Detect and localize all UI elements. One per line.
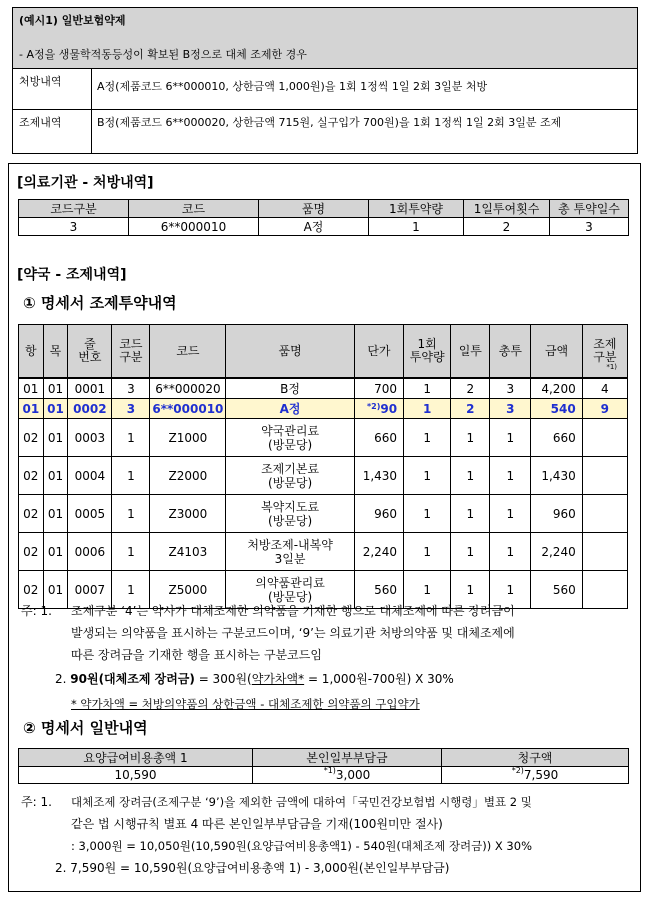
name-cell [226,457,354,495]
dispense-type-cell [582,399,627,419]
amount-cell [531,399,582,419]
dose-cell [404,495,451,533]
line-cell [19,399,44,419]
item-cell [43,457,68,495]
row-number-cell [68,533,112,571]
pharmacy-subheading-1: ① 명세서 조제투약내역 [23,294,177,312]
table-cell: 1 [369,218,464,236]
cell-value: 조제기본료 (방문당) [261,461,320,490]
table-row [19,533,628,571]
cell-value: 90 [380,401,398,416]
row-number-cell [68,457,112,495]
cell-value: 3 [127,381,135,396]
col-header: 1회투약량 [369,200,464,218]
col-header-dispense-type [582,325,627,379]
note1-line1: 조제구분 ‘4’는 약사가 대체조제한 의약품을 기재한 행으로 대체조제에 따른 장려금이 [71,604,515,618]
example-row-prescription [13,69,637,110]
cell-value: Z3000 [168,506,208,521]
table-cell: 6**000010 [129,218,259,236]
table-cell: A정 [259,218,369,236]
cell-value: 960 [374,506,398,521]
total-cell [490,495,531,533]
cell-value: 1 [423,381,431,396]
note-number: 2. [55,672,67,686]
name-cell [226,378,354,399]
cell-value: 1 [423,544,431,559]
cell-value: 01 [47,468,64,483]
cell-value: 0002 [73,401,107,416]
note1-line3: 따른 장려금을 기재한 행을 표시하는 구분코드임 [71,648,322,662]
example-row-label: 처방내역 [19,75,62,88]
table-row [19,419,628,457]
item-cell [43,533,68,571]
col-header: 1회 투약량 [404,325,451,379]
item-cell [43,419,68,457]
table-cell: 10,590 [19,767,253,784]
cell-value: 02 [23,468,39,483]
dispense-type-cell [582,378,627,399]
cell-value: 7,590 [523,768,559,782]
code-cell [150,533,226,571]
code-type-cell [112,533,150,571]
cell-value: 9 [600,401,610,416]
table-cell [253,767,442,784]
line-cell [19,457,44,495]
example-title-band [13,8,637,69]
footnote-mark: *2) [511,766,524,775]
cell-value: 1 [506,506,515,521]
cell-value: 0006 [74,544,106,559]
pharmacy-subheading-2: ② 명세서 일반내역 [23,719,148,737]
cell-value: 1 [506,544,515,559]
note2-line3: : 3,000원 = 10,050원(10,590원(요양급여비용총액1) - 540원(대체조제 장려금)) X 30% [71,839,532,853]
cell-value: 02 [23,544,39,559]
note2-prefix: 주: 1. [21,795,52,809]
cell-value: 1 [466,468,475,483]
cell-value: 1 [127,468,135,483]
main-box [8,163,641,892]
cell-value: 700 [374,381,398,396]
name-cell [226,419,354,457]
col-header: 총투 [490,325,531,379]
cell-value: Z5000 [168,582,208,597]
note1-line2: 발생되는 의약품을 표시하는 구분코드이며, ‘9’는 의료기관 처방의약품 및 대체조제에 [71,626,515,640]
cell-value: 3 [506,401,515,416]
dispense-type-cell [582,419,627,457]
table-row [19,767,629,784]
prescription-heading: [의료기관 - 처방내역] [17,175,154,191]
dose-cell [404,378,451,399]
cell-value: 01 [47,401,64,416]
code-type-cell [112,399,150,419]
line-cell [19,533,44,571]
cell-value: 4,200 [541,381,576,396]
prescription-table [18,199,629,236]
line-cell [19,495,44,533]
dispense-type-cell [582,457,627,495]
price-cell [354,495,403,533]
amount-cell [531,419,582,457]
col-header: 줄 번호 [68,325,112,379]
cell-value: 1 [466,506,475,521]
code-cell [150,457,226,495]
name-cell [226,533,354,571]
col-header: 코드 [129,200,259,218]
daily-cell [451,419,490,457]
cell-value: 복약지도료 (방문당) [261,499,320,528]
cell-value: 1 [423,582,431,597]
col-header: 금액 [531,325,582,379]
cell-value: 01 [22,401,40,416]
note-text: = 300원( [194,672,252,686]
table-row [19,457,628,495]
daily-cell [451,457,490,495]
cell-value: 1 [422,401,432,416]
col-header: 코드 [150,325,226,379]
daily-cell [451,495,490,533]
cell-value: 560 [552,582,576,597]
cell-value: 660 [552,430,576,445]
table-row [19,399,628,419]
total-cell [490,399,531,419]
row-number-cell [68,399,112,419]
cell-value: 처방조제-내복약 3일분 [247,537,333,566]
amount-cell [531,571,582,609]
cell-value: 960 [552,506,576,521]
dispense-items-table [18,324,628,609]
cell-value: 0005 [74,506,106,521]
daily-cell [451,399,490,419]
col-header: 항 [19,325,44,379]
table-row [19,218,629,236]
amount-cell [531,533,582,571]
daily-cell [451,378,490,399]
table-cell: 2 [464,218,550,236]
cell-value: 의약품관리료 (방문당) [255,575,325,604]
cell-value: 1,430 [362,468,398,483]
cell-value: 01 [47,381,64,396]
cell-value: 02 [23,430,39,445]
cell-value: 560 [374,582,398,597]
note-underline: 약가차액* [251,672,305,686]
example-row-label: 조제내역 [19,116,62,129]
row-number-cell [68,378,112,399]
cell-value: 0004 [74,468,106,483]
line-cell [19,378,44,399]
cell-value: 2,240 [362,544,398,559]
col-header: 본인일부부담금 [253,749,442,767]
note-bold: 90원(대체조제 장려금) [70,672,195,686]
total-cell [490,457,531,495]
item-cell [43,399,68,419]
table-row [19,378,628,399]
col-header: 목 [43,325,68,379]
example-box [12,7,638,154]
total-cell [490,419,531,457]
code-cell [150,419,226,457]
cell-value: 3 [126,401,136,416]
table-cell [442,767,629,784]
row-number-cell [68,495,112,533]
cell-value: 약국관리료 (방문당) [261,423,320,452]
dose-cell [404,533,451,571]
total-cell [490,533,531,571]
amount-cell [531,457,582,495]
cell-value: 3,000 [335,768,371,782]
dispense-type-cell [582,571,627,609]
col-header: 1일투여횟수 [464,200,550,218]
table-row [19,495,628,533]
cell-value: 01 [47,506,64,521]
name-cell [226,399,354,419]
cell-value: 01 [23,381,39,396]
row-number-cell [68,419,112,457]
price-cell [354,533,403,571]
cell-value: B정 [280,381,300,396]
note1-item3: * 약가차액 = 처방의약품의 상한금액 - 대체조제한 의약품의 구입약가 [71,697,420,711]
col-header: 요양급여비용총액 1 [19,749,253,767]
code-type-cell [112,495,150,533]
note2-line2: 같은 법 시행규칙 별표 4 따른 본인일부부담금을 기재(100원미만 절사) [71,817,443,831]
amount-cell [531,378,582,399]
cell-value: 1 [127,430,135,445]
daily-cell [451,533,490,571]
price-cell [354,457,403,495]
col-header: 단가 [354,325,403,379]
total-cell [490,378,531,399]
cell-value: 6**000020 [155,381,221,396]
cell-value: 01 [47,582,64,597]
example-title: (예시1) 일반보험약제 [19,14,126,27]
cell-value: 0001 [74,381,106,396]
cell-value: 1 [466,544,475,559]
example-row-text: B정(제품코드 6**000020, 상한금액 715원, 실구입가 700원)을 1회 1정씩 1일 2회 3일분 조제 [97,116,562,129]
footnote-mark: *2) [366,401,381,411]
table-cell: 3 [19,218,129,236]
note1-prefix: 주: 1. [21,604,52,618]
cell-value: 1 [127,544,135,559]
cell-value: 1 [127,506,135,521]
code-type-cell [112,378,150,399]
line-cell [19,419,44,457]
cell-value: 1 [423,468,431,483]
col-header: 총 투약일수 [550,200,629,218]
dose-cell [404,457,451,495]
note1-item2 [55,668,454,690]
summary-table [18,748,629,784]
cell-value: 540 [550,401,576,416]
cell-value: Z1000 [168,430,208,445]
note-text: = 1,000원-700원) X 30% [304,672,454,686]
dispense-type-cell [582,495,627,533]
amount-cell [531,495,582,533]
code-type-cell [112,419,150,457]
col-header: 코드 구분 [112,325,150,379]
cell-value: 2,240 [541,544,576,559]
code-cell [150,378,226,399]
pharmacy-heading: [약국 - 조제내역] [17,267,127,283]
cell-value: 1,430 [541,468,576,483]
example-row-text: A정(제품코드 6**000010, 상한금액 1,000원)을 1회 1정씩 1일 2회 3일분 처방 [97,80,488,93]
cell-value: 2 [466,401,475,416]
price-cell [354,378,403,399]
cell-value: 1 [127,582,135,597]
note2-item2: 2. 7,590원 = 10,590원(요양급여비용총액 1) - 3,000원(본인일부부담금) [55,861,450,875]
price-cell [354,399,403,419]
cell-value: 6**000010 [152,401,224,416]
cell-value: 3 [506,381,515,396]
cell-value: Z4103 [168,544,208,559]
cell-value: 4 [601,381,609,396]
note2-line1: 대체조제 장려금(조제구분 ‘9’)을 제외한 금액에 대하여「국민건강보험법 시행령」별표 2 및 [71,795,532,809]
footnote-mark: *1) [323,766,336,775]
cell-value: Z2000 [168,468,208,483]
col-header: 품명 [259,200,369,218]
cell-value: 02 [23,582,39,597]
footnote-mark: *1) [606,363,617,371]
cell-value: 1 [466,582,475,597]
name-cell [226,495,354,533]
item-cell [43,378,68,399]
table-cell: 3 [550,218,629,236]
item-cell [43,495,68,533]
code-cell [150,495,226,533]
cell-value: 01 [47,544,64,559]
dispense-type-cell [582,533,627,571]
example-row-dispense [13,110,637,153]
dose-cell [404,399,451,419]
cell-value: A정 [279,401,301,416]
col-header: 품명 [226,325,354,379]
cell-value: 0003 [74,430,106,445]
cell-value: 660 [374,430,398,445]
example-subtitle: - A정을 생물학적동등성이 확보된 B정으로 대체 조제한 경우 [19,48,307,61]
col-header: 일투 [451,325,490,379]
cell-value: 01 [47,430,64,445]
col-header-text: 조제 구분 [593,337,617,364]
cell-value: 1 [506,468,515,483]
code-type-cell [112,457,150,495]
cell-value: 1 [506,582,515,597]
col-header: 청구액 [442,749,629,767]
col-header: 코드구분 [19,200,129,218]
cell-value: 02 [23,506,39,521]
cell-value: 1 [423,506,431,521]
code-cell [150,399,226,419]
dose-cell [404,419,451,457]
cell-value: 1 [423,430,431,445]
cell-value: 0007 [74,582,106,597]
cell-value: 1 [466,430,475,445]
cell-value: 1 [506,430,515,445]
cell-value: 2 [466,381,475,396]
price-cell [354,419,403,457]
